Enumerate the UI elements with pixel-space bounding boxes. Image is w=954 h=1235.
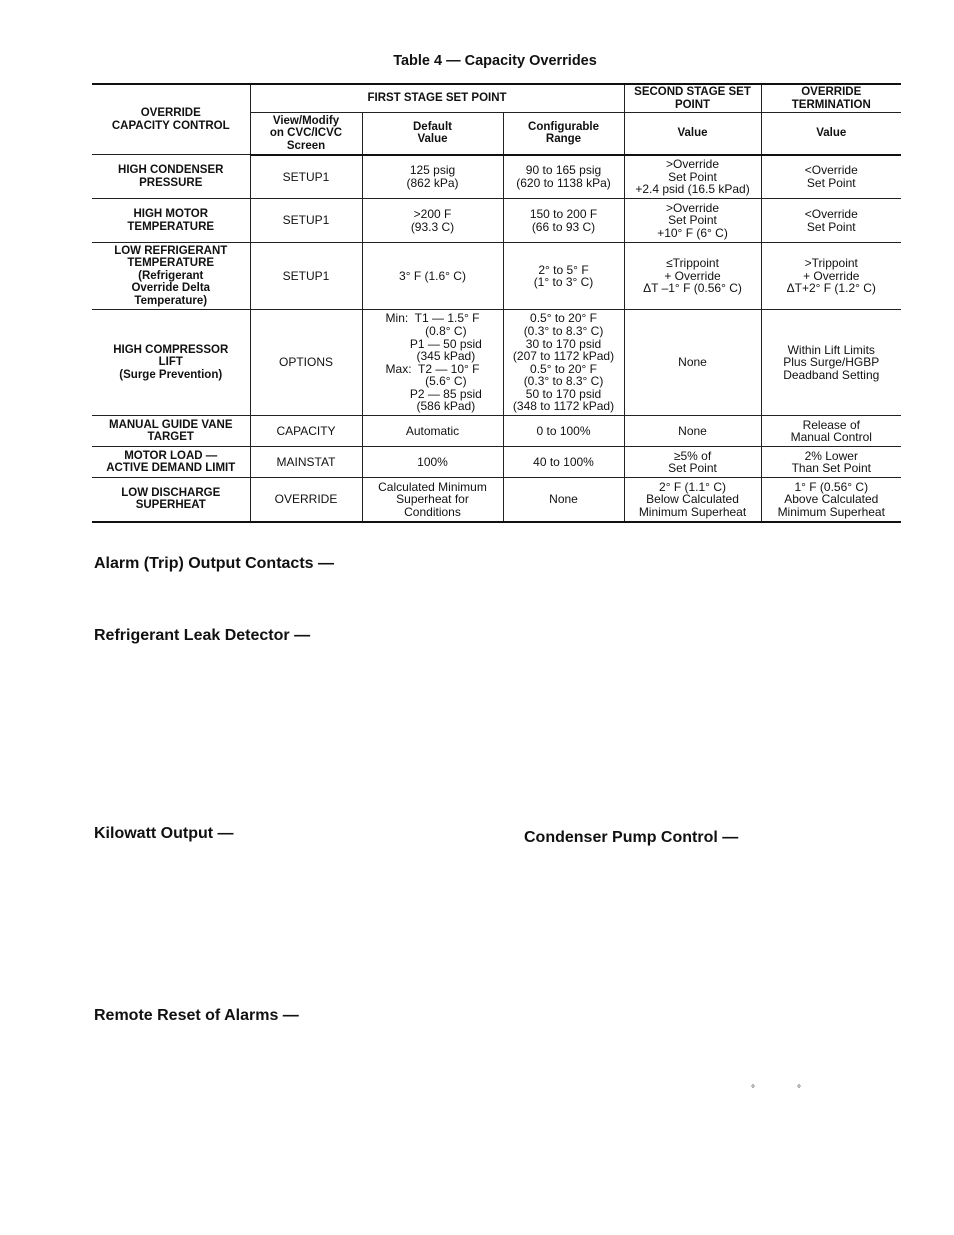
table-row — [92, 243, 901, 310]
degree-mark: ° — [797, 1084, 801, 1095]
row-termination: >Trippoint + Override ΔT+2° F (1.2° C) — [761, 243, 901, 310]
row-range: 150 to 200 F (66 to 93 C) — [503, 199, 624, 243]
row-control: MANUAL GUIDE VANE TARGET — [92, 416, 250, 447]
row-range: None — [503, 478, 624, 522]
capacity-overrides-table — [92, 83, 901, 523]
row-default: Automatic — [362, 416, 503, 447]
row-control: MOTOR LOAD — ACTIVE DEMAND LIMIT — [92, 447, 250, 478]
header-default-value: Default Value — [362, 113, 503, 155]
row-screen: SETUP1 — [250, 199, 362, 243]
heading-condenser-pump-control: Condenser Pump Control — — [524, 829, 739, 846]
row-control: HIGH COMPRESSOR LIFT (Surge Prevention) — [92, 310, 250, 416]
header-override-capacity-control: OVERRIDE CAPACITY CONTROL — [92, 84, 250, 155]
row-second-stage: None — [624, 416, 761, 447]
row-range: 90 to 165 psig (620 to 1138 kPa) — [503, 155, 624, 199]
table-row — [92, 416, 901, 447]
row-default: Calculated Minimum Superheat for Conditions — [362, 478, 503, 522]
row-default: 125 psig (862 kPa) — [362, 155, 503, 199]
table-row — [92, 478, 901, 522]
row-default: 100% — [362, 447, 503, 478]
degree-mark: ° — [751, 1084, 755, 1095]
row-control: HIGH MOTOR TEMPERATURE — [92, 199, 250, 243]
row-default: Min: T1 — 1.5° F (0.8° C) P1 — 50 psid (345 kPad) Max: T2 — 10° F (5.6° C) P2 — 85 psid (586 kPad) — [362, 310, 503, 416]
row-termination: Release of Manual Control — [761, 416, 901, 447]
row-range: 40 to 100% — [503, 447, 624, 478]
table-row — [92, 310, 901, 416]
row-termination: 1° F (0.56° C) Above Calculated Minimum Superheat — [761, 478, 901, 522]
row-termination: Within Lift Limits Plus Surge/HGBP Deadband Setting — [761, 310, 901, 416]
header-second-stage-value: Value — [624, 113, 761, 155]
row-range: 2° to 5° F (1° to 3° C) — [503, 243, 624, 310]
row-second-stage: 2° F (1.1° C) Below Calculated Minimum Superheat — [624, 478, 761, 522]
row-default: >200 F (93.3 C) — [362, 199, 503, 243]
row-termination: <Override Set Point — [761, 155, 901, 199]
row-second-stage: ≥5% of Set Point — [624, 447, 761, 478]
row-second-stage: >Override Set Point +2.4 psid (16.5 kPad) — [624, 155, 761, 199]
header-configurable-range: Configurable Range — [503, 113, 624, 155]
heading-alarm-trip-output-contacts: Alarm (Trip) Output Contacts — — [94, 555, 334, 572]
row-screen: OVERRIDE — [250, 478, 362, 522]
heading-refrigerant-leak-detector: Refrigerant Leak Detector — — [94, 627, 311, 644]
row-control: HIGH CONDENSER PRESSURE — [92, 155, 250, 199]
header-second-stage-set-point: SECOND STAGE SET POINT — [624, 84, 761, 113]
row-second-stage: ≤Trippoint + Override ΔT –1° F (0.56° C) — [624, 243, 761, 310]
row-termination: <Override Set Point — [761, 199, 901, 243]
row-range: 0 to 100% — [503, 416, 624, 447]
row-screen: OPTIONS — [250, 310, 362, 416]
header-override-termination: OVERRIDE TERMINATION — [761, 84, 901, 113]
row-screen: SETUP1 — [250, 243, 362, 310]
row-screen: SETUP1 — [250, 155, 362, 199]
row-default: 3° F (1.6° C) — [362, 243, 503, 310]
row-second-stage: None — [624, 310, 761, 416]
row-control: LOW REFRIGERANT TEMPERATURE (Refrigerant Override Delta Temperature) — [92, 243, 250, 310]
row-screen: CAPACITY — [250, 416, 362, 447]
row-second-stage: >Override Set Point +10° F (6° C) — [624, 199, 761, 243]
table-row — [92, 199, 901, 243]
table-row — [92, 155, 901, 199]
row-termination: 2% Lower Than Set Point — [761, 447, 901, 478]
header-termination-value: Value — [761, 113, 901, 155]
header-first-stage-set-point: FIRST STAGE SET POINT — [250, 84, 624, 113]
table-title: Table 4 — Capacity Overrides — [393, 53, 597, 69]
table-row — [92, 447, 901, 478]
heading-kilowatt-output: Kilowatt Output — — [94, 825, 234, 842]
header-view-modify: View/Modify on CVC/ICVC Screen — [250, 113, 362, 155]
row-screen: MAINSTAT — [250, 447, 362, 478]
heading-remote-reset-of-alarms: Remote Reset of Alarms — — [94, 1007, 299, 1024]
row-control: LOW DISCHARGE SUPERHEAT — [92, 478, 250, 522]
row-range: 0.5° to 20° F (0.3° to 8.3° C) 30 to 170 psid (207 to 1172 kPad) 0.5° to 20° F (0.3° to 8.3° C) 50 to 170 psid (348 to 1172 kPad) — [503, 310, 624, 416]
header-row-1 — [92, 84, 901, 113]
